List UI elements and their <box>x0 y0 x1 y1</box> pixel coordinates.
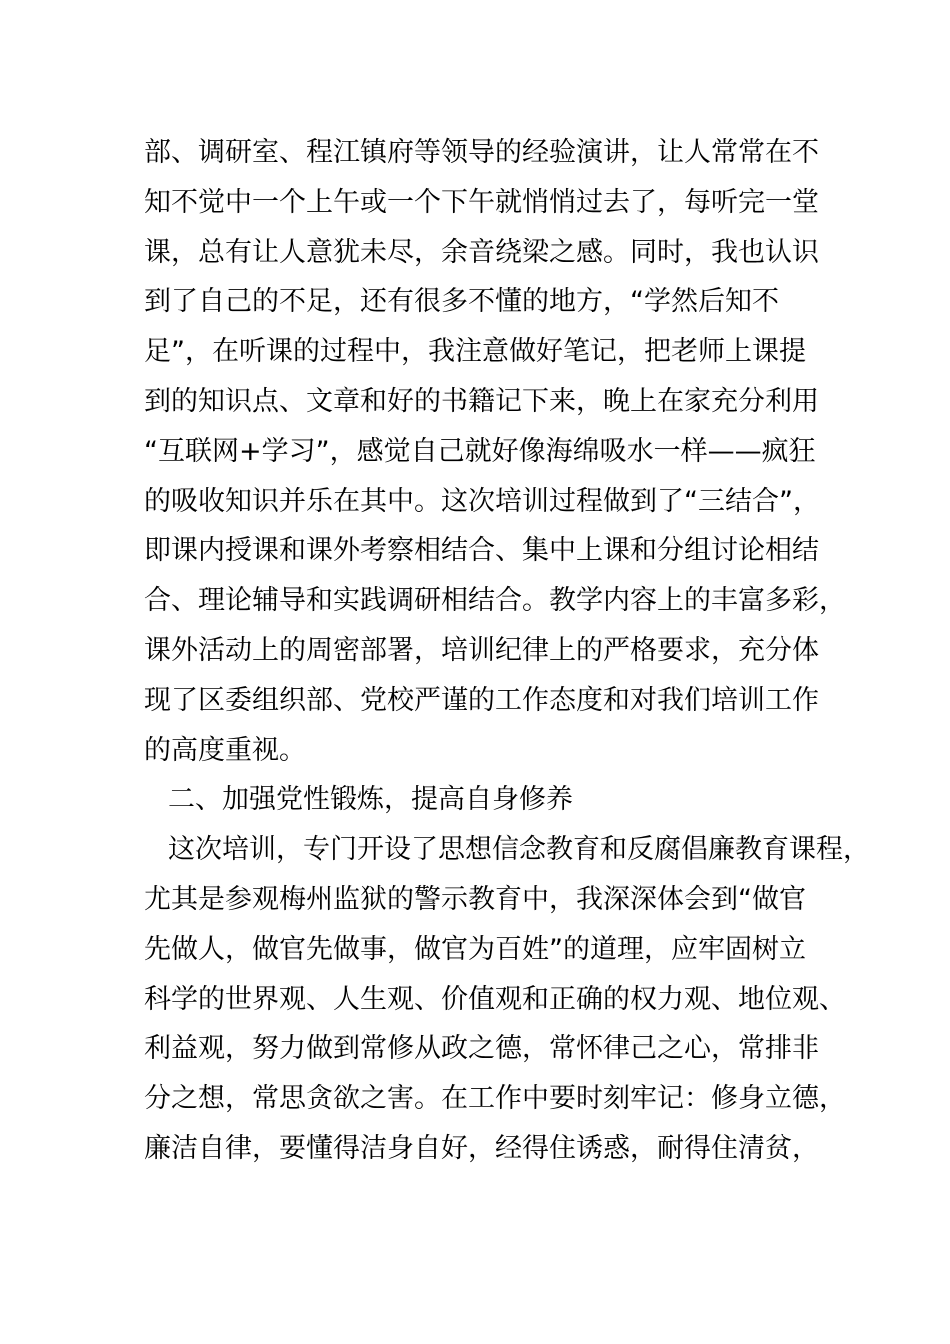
body-line: 科学的世界观、人生观、价值观和正确的权力观、地位观、 <box>144 983 846 1015</box>
body-line: 尤其是参观梅州监狱的警示教育中，我深深体会到“做官 <box>144 883 806 915</box>
document-body <box>144 128 870 1174</box>
body-line: 现了区委组织部、党校严谨的工作态度和对我们培训工作 <box>144 684 819 716</box>
body-line: 到了自己的不足，还有很多不懂的地方，“学然后知不 <box>144 286 779 318</box>
body-line: 即课内授课和课外考察相结合、集中上课和分组讨论相结 <box>144 535 819 567</box>
body-line: 先做人，做官先做事，做官为百姓”的道理，应牢固树立 <box>144 933 806 965</box>
section-heading: 二、加强党性锻炼，提高自身修养 <box>168 784 573 816</box>
body-line: 分之想，常思贪欲之害。在工作中要时刻牢记：修身立德， <box>144 1083 846 1115</box>
body-line: 到的知识点、文章和好的书籍记下来，晚上在家充分利用 <box>144 385 819 417</box>
body-line: 的高度重视。 <box>144 734 306 766</box>
body-line: 足”，在听课的过程中，我注意做好笔记，把老师上课提 <box>144 336 806 368</box>
body-line: 部、调研室、程江镇府等领导的经验演讲，让人常常在不 <box>144 137 819 168</box>
body-line: 合、理论辅导和实践调研相结合。教学内容上的丰富多彩， <box>144 585 846 617</box>
body-line: 课，总有让人意犹未尽，余音绕梁之感。同时，我也认识 <box>144 236 819 268</box>
body-line: 知不觉中一个上午或一个下午就悄悄过去了，每听完一堂 <box>144 186 819 218</box>
body-line: 利益观，努力做到常修从政之德，常怀律己之心，常排非 <box>144 1033 819 1065</box>
body-line: 这次培训，专门开设了思想信念教育和反腐倡廉教育课程， <box>168 834 870 866</box>
body-line: “互联网+学习”，感觉自己就好像海绵吸水一样——疯狂 <box>144 435 816 467</box>
body-line: 的吸收知识并乐在其中。这次培训过程做到了“三结合”， <box>144 485 820 517</box>
body-line: 课外活动上的周密部署，培训纪律上的严格要求，充分体 <box>144 634 819 666</box>
body-line: 廉洁自律，要懂得洁身自好，经得住诱惑，耐得住清贫， <box>144 1132 819 1164</box>
